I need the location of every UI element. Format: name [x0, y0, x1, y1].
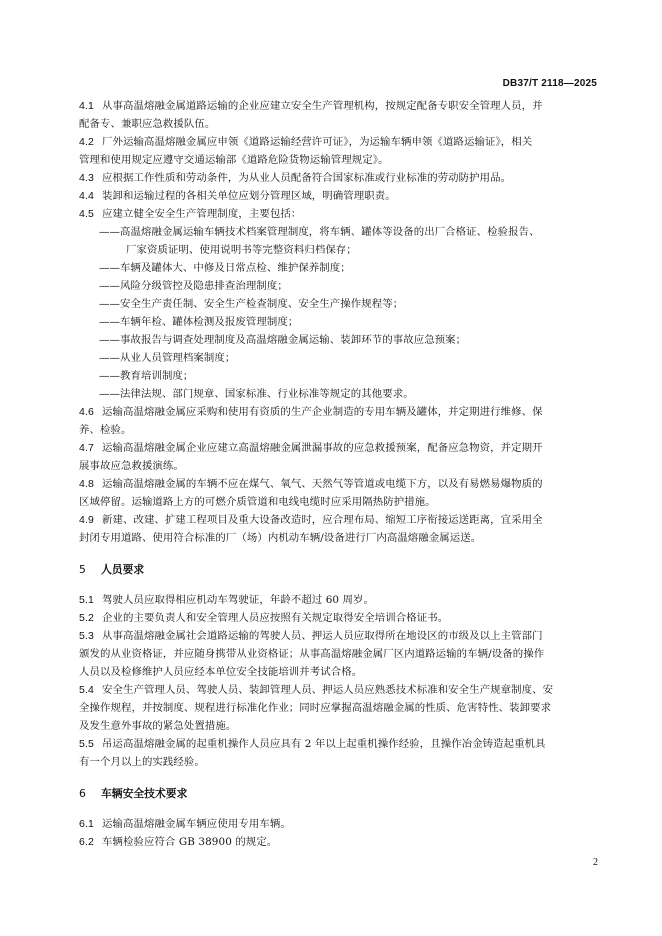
- clause: [79, 833, 598, 851]
- clause: [79, 627, 598, 681]
- clause-line: [79, 403, 598, 421]
- clause-number: 6.2: [79, 836, 94, 848]
- clause-line: [79, 591, 598, 609]
- clause-number: 5.3: [79, 630, 94, 642]
- clause-line: [79, 609, 598, 627]
- clause-line: 全操作规程，并按制度、规程进行标准化作业；同时应掌握高温熔融金属的性质、危害特性、装卸要求: [79, 702, 552, 714]
- clause-number: 4.1: [79, 100, 94, 112]
- clause-text: 车辆检验应符合 GB 38900 的规定。: [102, 836, 278, 848]
- clause: [79, 133, 598, 169]
- list-item: ——高温熔融金属运输车辆技术档案管理制度，将车辆、罐体等设备的出厂合格证、检验报告、: [99, 226, 540, 238]
- clause-line: 及发生意外事故的紧急处置措施。: [79, 720, 237, 732]
- clause-line: [79, 833, 598, 851]
- clause: [79, 815, 598, 833]
- clause: [79, 609, 598, 627]
- clause-number: 4.7: [79, 442, 94, 454]
- clause-line: 管理和使用规定应遵守交通运输部《道路危险货物运输管理规定》。: [79, 154, 389, 166]
- clause-text: 运输高温熔融金属的车辆不应在煤气、氧气、天然气等管道或电缆下方，以及有易燃易爆物质的: [102, 478, 543, 490]
- clause-text: 装卸和运输过程的各相关单位应划分管理区域，明确管理职责。: [102, 190, 396, 202]
- document-code: DB37/T 2118—2025: [502, 78, 597, 89]
- list-item: ——从业人员管理档案制度；: [99, 352, 236, 364]
- section-6-heading: [79, 785, 598, 803]
- clause-number: 5.4: [79, 684, 94, 696]
- clause-number: 4.6: [79, 406, 94, 418]
- section-6-clauses: [79, 815, 598, 851]
- clause-number: 4.5: [79, 208, 94, 220]
- clause: [79, 169, 598, 187]
- clause-line: [79, 187, 598, 205]
- clause-line: 展事故应急救援演练。: [79, 460, 184, 472]
- clause-text: 吊运高温熔融金属的起重机操作人员应具有 2 年以上起重机操作经验，且操作冶金铸造起重机具: [102, 738, 546, 750]
- section-6-title: 车辆安全技术要求: [101, 787, 188, 800]
- clause-line: [79, 133, 598, 151]
- clause-line: [79, 169, 598, 187]
- clause: [79, 735, 598, 771]
- clause-text: 应建立健全安全生产管理制度，主要包括：: [102, 208, 302, 220]
- clause-line: [79, 735, 598, 753]
- clause-number: 5.1: [79, 594, 94, 606]
- clause-text: 安全生产管理人员、驾驶人员、装卸管理人员、押运人员应熟悉技术标准和安全生产规章制度、安: [102, 684, 554, 696]
- section-6-number: 6: [79, 787, 86, 800]
- clause-text: 应根据工作性质和劳动条件，为从业人员配备符合国家标准或行业标准的劳动防护用品。: [102, 172, 512, 184]
- clause: [79, 475, 598, 511]
- clause-text: 从事高温熔融金属社会道路运输的驾驶人员、押运人员应取得所在地设区的市级及以上主管部门: [102, 630, 543, 642]
- clause-number: 4.4: [79, 190, 94, 202]
- clause-text: 驾驶人员应取得相应机动车驾驶证，年龄不超过 60 周岁。: [102, 594, 374, 606]
- clause-line: 区域停留。运输道路上方的可燃介质管道和电线电缆时应采用隔热防护措施。: [79, 496, 436, 508]
- clause-line: [79, 97, 598, 115]
- clause-text: 运输高温熔融金属应采购和使用有资质的生产企业制造的专用车辆及罐体，并定期进行维修、保: [102, 406, 543, 418]
- clause-line: [79, 475, 598, 493]
- clause-number: 4.9: [79, 514, 94, 526]
- clause-number: 6.1: [79, 818, 94, 830]
- clause: [79, 591, 598, 609]
- clause-line: 养、检验。: [79, 424, 132, 436]
- section-5-clauses: [79, 591, 598, 771]
- clause: [79, 97, 598, 133]
- clause-text: 企业的主要负责人和安全管理人员应按照有关规定取得安全培训合格证书。: [102, 612, 449, 624]
- clause-text: 运输高温熔融金属车辆应使用专用车辆。: [102, 818, 291, 830]
- clause-line: [79, 681, 598, 699]
- clause-line: [79, 627, 598, 645]
- clause: [79, 187, 598, 205]
- document-body: [79, 97, 598, 851]
- list-item: ——安全生产责任制、安全生产检查制度、安全生产操作规程等；: [99, 298, 404, 310]
- clause-4-5-list: [79, 223, 598, 403]
- clause-line: 配备专、兼职应急救援队伍。: [79, 118, 216, 130]
- list-item: ——教育培训制度；: [99, 370, 194, 382]
- clause-line: [79, 205, 598, 223]
- clause-number: 4.3: [79, 172, 94, 184]
- clause-line: [79, 511, 598, 529]
- clause: [79, 403, 598, 439]
- list-item: ——法律法规、部门规章、国家标准、行业标准等规定的其他要求。: [99, 388, 414, 400]
- section-4-clauses-part-2: [79, 403, 598, 547]
- clause: [79, 681, 598, 735]
- section-5-number: 5: [79, 563, 86, 576]
- clause: [79, 439, 598, 475]
- clause-number: 4.2: [79, 136, 94, 148]
- page-number: 2: [593, 857, 598, 868]
- section-5-heading: [79, 561, 598, 579]
- section-4-clauses-part-1: [79, 97, 598, 223]
- clause-line: 颁发的从业资格证，并应随身携带从业资格证；从事高温熔融金属厂区内道路运输的车辆/设备的操作: [79, 648, 545, 660]
- clause-text: 运输高温熔融金属企业应建立高温熔融金属泄漏事故的应急救援预案，配备应急物资，并定期开: [102, 442, 543, 454]
- section-5-title: 人员要求: [101, 563, 145, 576]
- list-item: ——车辆及罐体大、中修及日常点检、维护保养制度；: [99, 262, 351, 274]
- list-item: ——车辆年检、罐体检测及报废管理制度；: [99, 316, 299, 328]
- clause-line: 封闭专用道路、使用符合标准的厂（场）内机动车辆/设备进行厂内高温熔融金属运送。: [79, 532, 482, 544]
- clause-line: 有一个月以上的实践经验。: [79, 756, 205, 768]
- clause-line: 人员以及检修维护人员应经本单位安全技能培训并考试合格。: [79, 666, 363, 678]
- list-item: 厂家资质证明、使用说明书等完整资料归档保存；: [126, 244, 357, 256]
- list-item: ——风险分级管控及隐患排查治理制度；: [99, 280, 288, 292]
- clause-line: [79, 815, 598, 833]
- clause-text: 厂外运输高温熔融金属应申领《道路运输经营许可证》，为运输车辆申领《道路运输证》，相关: [102, 136, 533, 148]
- clause: [79, 511, 598, 547]
- clause-text: 新建、改建、扩建工程项目及重大设备改造时，应合理布局、缩短工序衔接运送距离，宜采用全: [102, 514, 543, 526]
- clause-number: 5.5: [79, 738, 94, 750]
- list-item: ——事故报告与调查处理制度及高温熔融金属运输、装卸环节的事故应急预案；: [99, 334, 467, 346]
- clause-number: 5.2: [79, 612, 94, 624]
- clause-number: 4.8: [79, 478, 94, 490]
- clause-line: [79, 439, 598, 457]
- clause: [79, 205, 598, 223]
- clause-text: 从事高温熔融金属道路运输的企业应建立安全生产管理机构，按规定配备专职安全管理人员，并: [102, 100, 543, 112]
